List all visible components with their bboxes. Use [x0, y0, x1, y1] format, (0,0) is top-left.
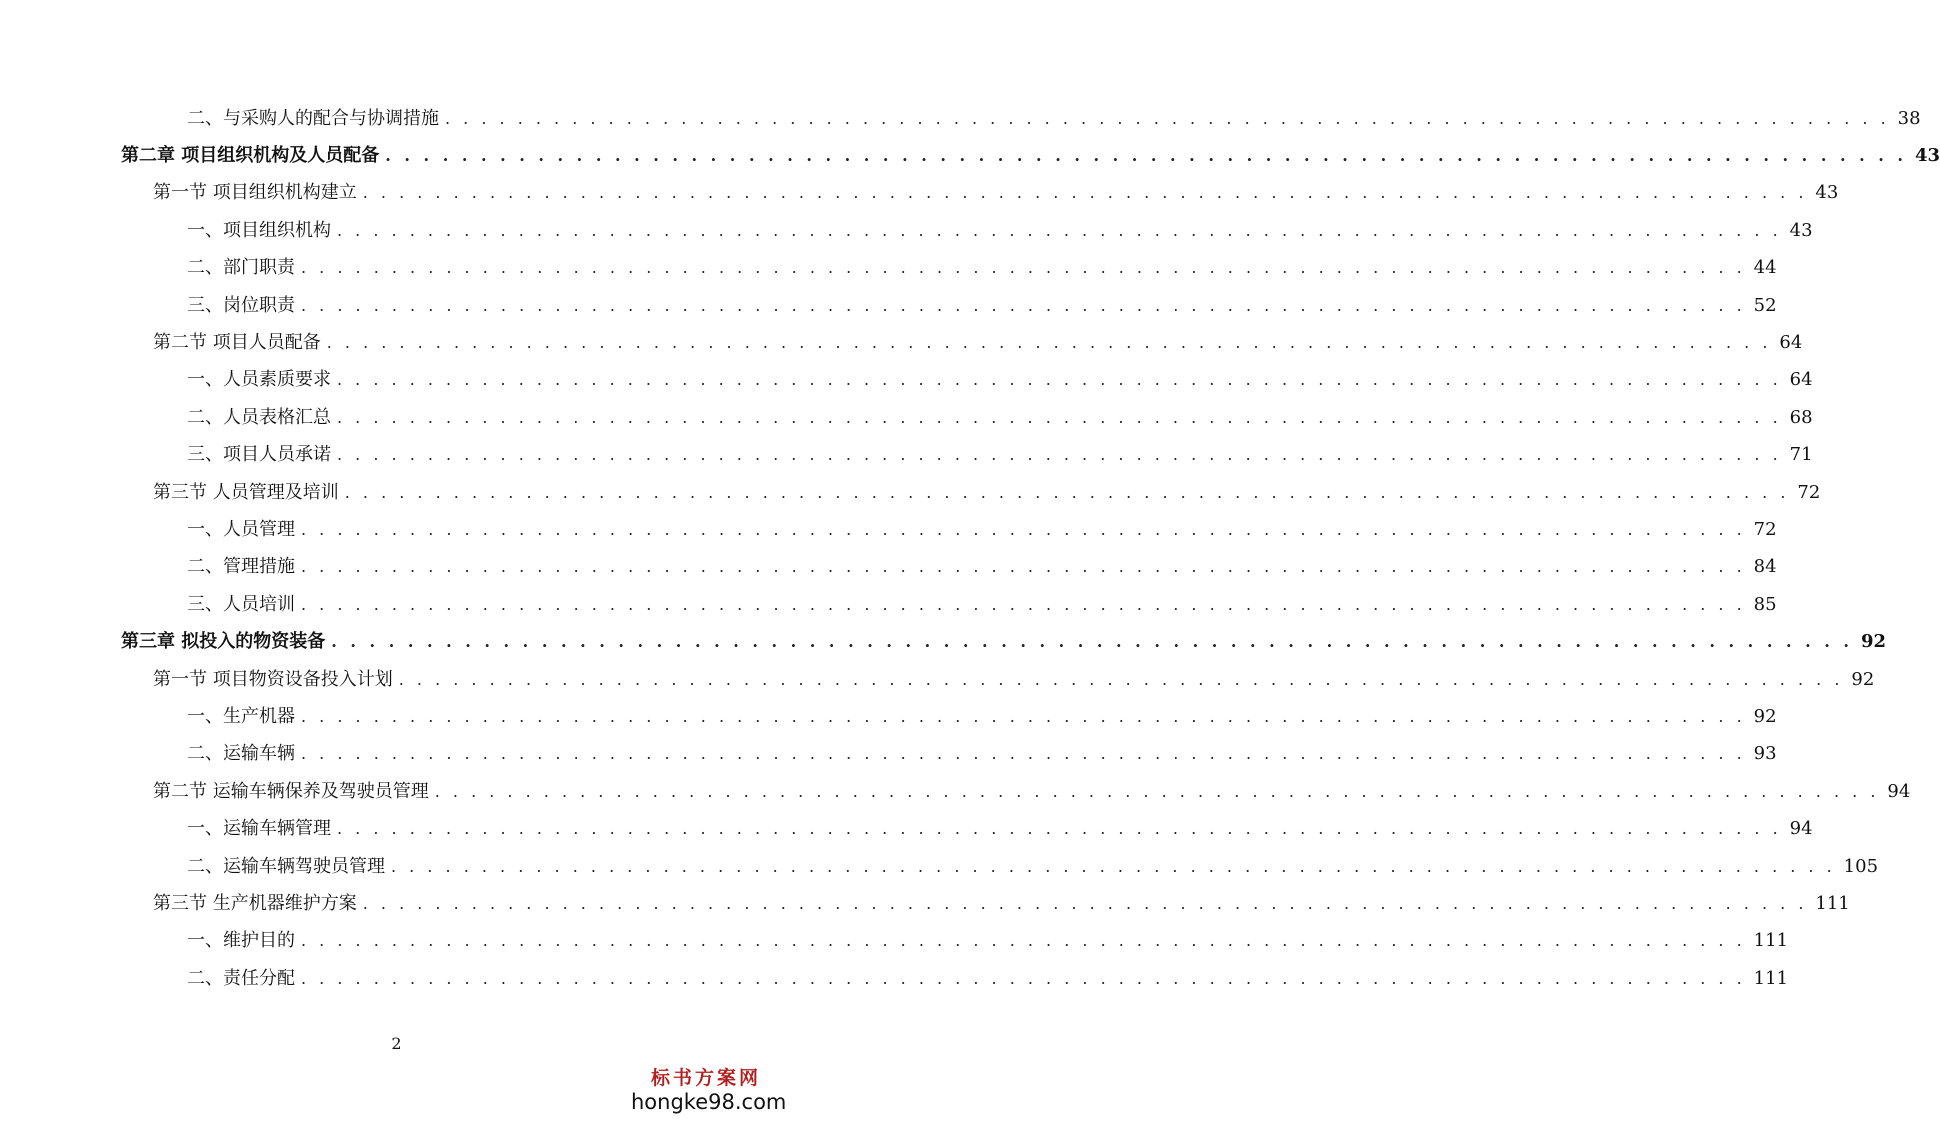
toc-leader-dots: . . . . . . . . . . . . . . . . . . . . . . . . . . . . . . . . . . . . . . . . . . . . . . . . . . . . . . . . . . . . . . . . . . . . . . . . . . . . . . . . — [337, 370, 1782, 390]
toc-entry[interactable] — [0, 810, 1813, 847]
toc-leader-dots: . . . . . . . . . . . . . . . . . . . . . . . . . . . . . . . . . . . . . . . . . . . . . . . . . . . . . . . . . . . . . . . . . . . . . . . . . . . . . . . . — [337, 407, 1782, 427]
toc-leader-dots: . . . . . . . . . . . . . . . . . . . . . . . . . . . . . . . . . . . . . . . . . . . . . . . . . . . . . . . . . . . . . . . . . . . . . . . . . . . . . . . . — [385, 146, 1907, 166]
toc-entry[interactable] — [0, 736, 1777, 773]
site-watermark — [631, 1066, 787, 1114]
toc-entry-title: 第一节 项目组织机构建立 — [153, 182, 357, 204]
toc-leader-dots: . . . . . . . . . . . . . . . . . . . . . . . . . . . . . . . . . . . . . . . . . . . . . . . . . . . . . . . . . . . . . . . . . . . . . . . . . . . . . . . . — [344, 482, 1790, 502]
toc-entry-page: 64 — [1789, 369, 1813, 391]
toc-entry-title: 二、运输车辆驾驶员管理 — [187, 855, 385, 877]
toc-entry-title: 一、项目组织机构 — [187, 219, 331, 241]
toc-entry[interactable] — [0, 362, 1813, 399]
toc-leader-dots: . . . . . . . . . . . . . . . . . . . . . . . . . . . . . . . . . . . . . . . . . . . . . . . . . . . . . . . . . . . . . . . . . . . . . . . . . . . . . . . . — [326, 333, 1772, 353]
toc-entry-title: 第三节 人员管理及培训 — [153, 481, 339, 503]
toc-leader-dots: . . . . . . . . . . . . . . . . . . . . . . . . . . . . . . . . . . . . . . . . . . . . . . . . . . . . . . . . . . . . . . . . . . . . . . . . . . . . . . . . — [301, 744, 1746, 764]
toc-leader-dots: . . . . . . . . . . . . . . . . . . . . . . . . . . . . . . . . . . . . . . . . . . . . . . . . . . . . . . . . . . . . . . . . . . . . . . . . . . . . . . . . — [362, 893, 1808, 913]
toc-leader-dots: . . . . . . . . . . . . . . . . . . . . . . . . . . . . . . . . . . . . . . . . . . . . . . . . . . . . . . . . . . . . . . . . . . . . . . . . . . . . . . . . — [337, 220, 1782, 240]
toc-entry-page: 92 — [1851, 668, 1875, 690]
toc-leader-dots: . . . . . . . . . . . . . . . . . . . . . . . . . . . . . . . . . . . . . . . . . . . . . . . . . . . . . . . . . . . . . . . . . . . . . . . . . . . . . . . . — [301, 594, 1746, 614]
toc-entry[interactable] — [0, 623, 1887, 660]
toc-entry-title: 一、生产机器 — [187, 705, 295, 727]
toc-entry[interactable] — [0, 960, 1789, 997]
toc-leader-dots: . . . . . . . . . . . . . . . . . . . . . . . . . . . . . . . . . . . . . . . . . . . . . . . . . . . . . . . . . . . . . . . . . . . . . . . . . . . . . . . . — [391, 856, 1836, 876]
toc-entry[interactable] — [0, 698, 1777, 735]
toc-entry-title: 第三章 拟投入的物资装备 — [121, 631, 326, 653]
toc-leader-dots: . . . . . . . . . . . . . . . . . . . . . . . . . . . . . . . . . . . . . . . . . . . . . . . . . . . . . . . . . . . . . . . . . . . . . . . . . . . . . . . . — [337, 445, 1782, 465]
toc-entry[interactable] — [0, 250, 1777, 287]
toc-leader-dots: . . . . . . . . . . . . . . . . . . . . . . . . . . . . . . . . . . . . . . . . . . . . . . . . . . . . . . . . . . . . . . . . . . . . . . . . . . . . . . . . — [337, 819, 1782, 839]
toc-entry[interactable] — [0, 848, 1879, 885]
watermark-site-name: 标书方案网 — [650, 1067, 761, 1089]
toc-leader-dots: . . . . . . . . . . . . . . . . . . . . . . . . . . . . . . . . . . . . . . . . . . . . . . . . . . . . . . . . . . . . . . . . . . . . . . . . . . . . . . . . — [301, 295, 1746, 315]
toc-leader-dots: . . . . . . . . . . . . . . . . . . . . . . . . . . . . . . . . . . . . . . . . . . . . . . . . . . . . . . . . . . . . . . . . . . . . . . . . . . . . . . . . — [434, 781, 1880, 801]
toc-entry-page: 44 — [1753, 257, 1777, 279]
toc-entry-title: 二、责任分配 — [187, 967, 295, 989]
toc-entry[interactable] — [0, 100, 1921, 137]
toc-entry-title: 第二节 运输车辆保养及驾驶员管理 — [153, 780, 429, 802]
toc-entry-title: 二、与采购人的配合与协调措施 — [187, 107, 439, 129]
toc-entry-title: 第二章 项目组织机构及人员配备 — [121, 145, 380, 167]
toc-entry[interactable] — [0, 773, 1911, 810]
toc-entry[interactable] — [0, 511, 1777, 548]
toc-entry[interactable] — [0, 175, 1839, 212]
toc-entry-title: 三、项目人员承诺 — [187, 444, 331, 466]
toc-entry-page: 105 — [1843, 855, 1879, 877]
toc-entry-title: 三、人员培训 — [187, 593, 295, 615]
toc-entry[interactable] — [0, 137, 1940, 174]
toc-entry[interactable] — [0, 474, 1821, 511]
toc-entry[interactable] — [0, 437, 1813, 474]
toc-entry-title: 二、部门职责 — [187, 257, 295, 279]
toc-leader-dots: . . . . . . . . . . . . . . . . . . . . . . . . . . . . . . . . . . . . . . . . . . . . . . . . . . . . . . . . . . . . . . . . . . . . . . . . . . . . . . . . — [301, 968, 1746, 988]
toc-entry-page: 84 — [1753, 556, 1777, 578]
toc-entry[interactable] — [0, 586, 1777, 623]
toc-entry-page: 72 — [1753, 518, 1777, 540]
toc-entry-page: 43 — [1914, 145, 1940, 167]
toc-entry[interactable] — [0, 287, 1777, 324]
toc-entry-page: 43 — [1789, 219, 1813, 241]
toc-entry-title: 第二节 项目人员配备 — [153, 332, 321, 354]
toc-entry-title: 一、人员素质要求 — [187, 369, 331, 391]
toc-entry-title: 一、维护目的 — [187, 930, 295, 952]
page-number: 2 — [391, 1034, 402, 1053]
table-of-contents — [0, 100, 1940, 997]
toc-entry-title: 三、岗位职责 — [187, 294, 295, 316]
toc-leader-dots: . . . . . . . . . . . . . . . . . . . . . . . . . . . . . . . . . . . . . . . . . . . . . . . . . . . . . . . . . . . . . . . . . . . . . . . . . . . . . . . . — [301, 931, 1746, 951]
toc-leader-dots: . . . . . . . . . . . . . . . . . . . . . . . . . . . . . . . . . . . . . . . . . . . . . . . . . . . . . . . . . . . . . . . . . . . . . . . . . . . . . . . . — [301, 706, 1746, 726]
toc-entry-page: 68 — [1789, 406, 1813, 428]
toc-entry-page: 111 — [1753, 930, 1789, 952]
toc-entry-title: 二、人员表格汇总 — [187, 406, 331, 428]
toc-entry[interactable] — [0, 212, 1813, 249]
toc-entry-page: 94 — [1887, 780, 1911, 802]
toc-entry-page: 92 — [1860, 631, 1887, 653]
toc-entry-page: 111 — [1815, 892, 1850, 914]
toc-entry-page: 111 — [1753, 967, 1789, 989]
toc-entry-title: 第一节 项目物资设备投入计划 — [153, 668, 393, 690]
toc-leader-dots: . . . . . . . . . . . . . . . . . . . . . . . . . . . . . . . . . . . . . . . . . . . . . . . . . . . . . . . . . . . . . . . . . . . . . . . . . . . . . . . . — [398, 669, 1844, 689]
toc-leader-dots: . . . . . . . . . . . . . . . . . . . . . . . . . . . . . . . . . . . . . . . . . . . . . . . . . . . . . . . . . . . . . . . . . . . . . . . . . . . . . . . . — [301, 519, 1746, 539]
toc-entry-title: 第三节 生产机器维护方案 — [153, 892, 357, 914]
toc-entry-page: 72 — [1797, 481, 1821, 503]
toc-leader-dots: . . . . . . . . . . . . . . . . . . . . . . . . . . . . . . . . . . . . . . . . . . . . . . . . . . . . . . . . . . . . . . . . . . . . . . . . . . . . . . . . — [301, 557, 1746, 577]
toc-entry-page: 64 — [1779, 332, 1803, 354]
toc-entry[interactable] — [0, 923, 1789, 960]
toc-leader-dots: . . . . . . . . . . . . . . . . . . . . . . . . . . . . . . . . . . . . . . . . . . . . . . . . . . . . . . . . . . . . . . . . . . . . . . . . . . . . . . . . — [331, 632, 1853, 652]
toc-entry[interactable] — [0, 324, 1803, 361]
toc-entry[interactable] — [0, 885, 1850, 922]
toc-entry[interactable] — [0, 661, 1875, 698]
toc-entry-title: 一、人员管理 — [187, 518, 295, 540]
toc-entry-page: 43 — [1815, 182, 1839, 204]
toc-entry-page: 93 — [1753, 743, 1777, 765]
toc-entry-page: 52 — [1753, 294, 1777, 316]
toc-entry-page: 38 — [1897, 107, 1921, 129]
toc-entry-title: 二、运输车辆 — [187, 743, 295, 765]
toc-entry-page: 94 — [1789, 818, 1813, 840]
toc-entry-page: 85 — [1753, 593, 1777, 615]
toc-entry[interactable] — [0, 549, 1777, 586]
toc-entry-page: 92 — [1753, 705, 1777, 727]
toc-entry-title: 二、管理措施 — [187, 556, 295, 578]
toc-entry[interactable] — [0, 399, 1813, 436]
watermark-site-url: hongke98.com — [631, 1090, 787, 1114]
toc-leader-dots: . . . . . . . . . . . . . . . . . . . . . . . . . . . . . . . . . . . . . . . . . . . . . . . . . . . . . . . . . . . . . . . . . . . . . . . . . . . . . . . . — [362, 183, 1808, 203]
toc-entry-page: 71 — [1789, 444, 1813, 466]
toc-leader-dots: . . . . . . . . . . . . . . . . . . . . . . . . . . . . . . . . . . . . . . . . . . . . . . . . . . . . . . . . . . . . . . . . . . . . . . . . . . . . . . . . — [445, 108, 1890, 128]
toc-leader-dots: . . . . . . . . . . . . . . . . . . . . . . . . . . . . . . . . . . . . . . . . . . . . . . . . . . . . . . . . . . . . . . . . . . . . . . . . . . . . . . . . — [301, 258, 1746, 278]
toc-entry-title: 一、运输车辆管理 — [187, 818, 331, 840]
